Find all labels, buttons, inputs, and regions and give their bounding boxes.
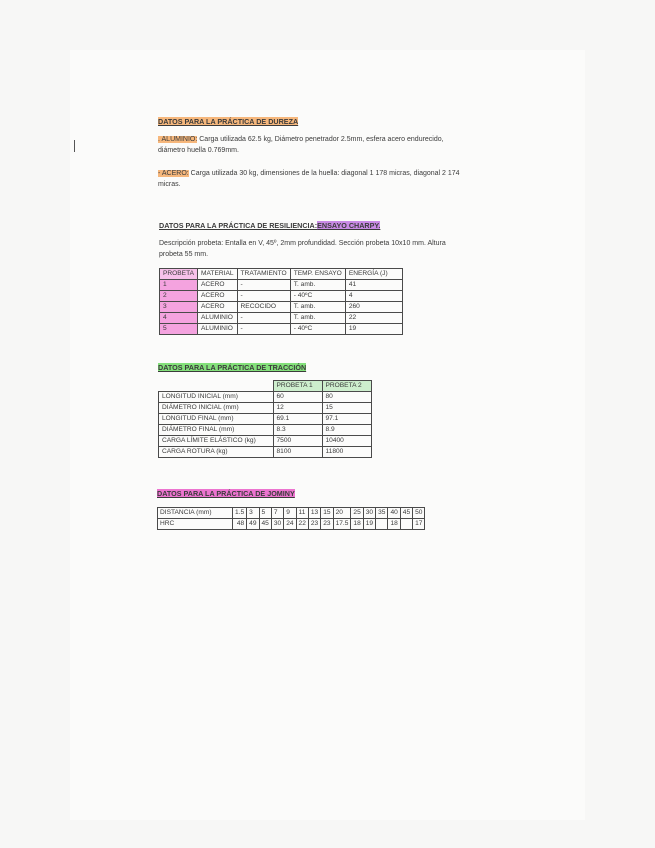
table-cell: 17.5 xyxy=(333,519,351,530)
table-cell: RECOCIDO xyxy=(237,302,290,313)
table-cell: 40 xyxy=(388,508,400,519)
table-cell: 3 xyxy=(247,508,259,519)
table-header-cell: ENERGÍA (J) xyxy=(345,269,402,280)
table-row xyxy=(159,447,372,458)
table-cell: ACERO xyxy=(198,291,238,302)
table-header-row xyxy=(160,269,403,280)
table-cell: 48 xyxy=(233,519,247,530)
table-cell: 50 xyxy=(413,508,425,519)
resiliencia-description xyxy=(159,238,509,260)
resiliencia-desc-line1: Descripción probeta: Entalla en V, 45º, 2mm profundidad. Sección probeta 10x10 mm. Altura xyxy=(159,240,446,247)
table-cell: 1 xyxy=(160,280,198,291)
table-cell: T. amb. xyxy=(290,280,345,291)
table-row xyxy=(160,302,403,313)
table-row-label: DISTANCIA (mm) xyxy=(158,508,233,519)
table-row xyxy=(160,280,403,291)
traccion-table xyxy=(158,380,372,458)
jominy-title xyxy=(157,488,295,499)
table-cell: 3 xyxy=(160,302,198,313)
table-cell: 7500 xyxy=(273,436,322,447)
acero-line2: micras. xyxy=(158,181,181,188)
table-cell: 24 xyxy=(284,519,296,530)
table-header-cell: TRATAMIENTO xyxy=(237,269,290,280)
table-cell: 30 xyxy=(363,508,375,519)
table-row xyxy=(159,425,372,436)
table-cell: 10400 xyxy=(322,436,371,447)
margin-mark xyxy=(74,140,75,152)
dureza-aluminio-paragraph xyxy=(158,134,508,156)
resiliencia-desc-line2: probeta 55 mm. xyxy=(159,251,209,258)
jominy-title-text: DATOS PARA LA PRÁCTICA DE JOMINY xyxy=(157,489,295,498)
table-cell: 7 xyxy=(271,508,283,519)
table-cell: - 40ºC xyxy=(290,291,345,302)
table-cell xyxy=(376,519,388,530)
table-cell: 19 xyxy=(345,324,402,335)
table-cell: 2 xyxy=(160,291,198,302)
table-cell: T. amb. xyxy=(290,302,345,313)
table-cell: 260 xyxy=(345,302,402,313)
table-header-cell xyxy=(159,381,274,392)
table-cell: 25 xyxy=(351,508,363,519)
table-cell: 45 xyxy=(259,519,271,530)
table-cell: 4 xyxy=(160,313,198,324)
aluminio-line1: Carga utilizada 62.5 kg, Diámetro penetrador 2.5mm, esfera acero endurecido, xyxy=(197,136,444,143)
table-cell: 49 xyxy=(247,519,259,530)
table-header-cell: MATERIAL xyxy=(198,269,238,280)
table-cell: 23 xyxy=(321,519,333,530)
table-cell: 8.9 xyxy=(322,425,371,436)
table-cell: 11 xyxy=(296,508,308,519)
resiliencia-title xyxy=(159,220,380,231)
table-cell: - xyxy=(237,280,290,291)
table-cell: 1.5 xyxy=(233,508,247,519)
table-cell: LONGITUD FINAL (mm) xyxy=(159,414,274,425)
table-cell: ALUMINIO xyxy=(198,324,238,335)
table-cell: 45 xyxy=(400,508,412,519)
resiliencia-title-part2: ENSAYO CHARPY. xyxy=(317,221,381,230)
table-cell: CARGA LÍMITE ELÁSTICO (kg) xyxy=(159,436,274,447)
table-row xyxy=(160,313,403,324)
table-cell: 69.1 xyxy=(273,414,322,425)
traccion-title xyxy=(158,362,306,373)
table-cell xyxy=(400,519,412,530)
table-cell: 15 xyxy=(321,508,333,519)
table-row xyxy=(160,291,403,302)
table-cell: ACERO xyxy=(198,302,238,313)
table-cell: 35 xyxy=(376,508,388,519)
table-row xyxy=(159,392,372,403)
table-cell: 22 xyxy=(296,519,308,530)
table-cell: 17 xyxy=(413,519,425,530)
table-cell: LONGITUD INICIAL (mm) xyxy=(159,392,274,403)
table-cell: 8.3 xyxy=(273,425,322,436)
table-cell: - xyxy=(237,291,290,302)
table-cell: T. amb. xyxy=(290,313,345,324)
table-header-cell: PROBETA 1 xyxy=(273,381,322,392)
table-row xyxy=(159,436,372,447)
table-header-cell: PROBETA 2 xyxy=(322,381,371,392)
table-cell: 13 xyxy=(308,508,320,519)
table-header-row xyxy=(159,381,372,392)
table-cell: DIÁMETRO FINAL (mm) xyxy=(159,425,274,436)
table-row xyxy=(158,519,425,530)
table-cell: ACERO xyxy=(198,280,238,291)
aluminio-line2: diámetro huella 0.769mm. xyxy=(158,147,239,154)
table-row xyxy=(159,403,372,414)
table-cell: - 40ºC xyxy=(290,324,345,335)
aluminio-label: . ALUMINIO: xyxy=(158,136,198,143)
table-cell: 4 xyxy=(345,291,402,302)
dureza-acero-paragraph xyxy=(158,168,508,190)
table-row xyxy=(158,508,425,519)
table-cell: DIÁMETRO INICIAL (mm) xyxy=(159,403,274,414)
table-header-cell: PROBETA xyxy=(160,269,198,280)
table-cell: ALUMINIO xyxy=(198,313,238,324)
table-cell: 97.1 xyxy=(322,414,371,425)
acero-line1: Carga utilizada 30 kg, dimensiones de la huella: diagonal 1 178 micras, diagonal 2 174 xyxy=(188,170,460,177)
table-row xyxy=(160,324,403,335)
table-cell: 8100 xyxy=(273,447,322,458)
table-cell: 23 xyxy=(308,519,320,530)
table-cell: - xyxy=(237,324,290,335)
table-header-cell: TEMP. ENSAYO xyxy=(290,269,345,280)
table-cell: 18 xyxy=(388,519,400,530)
table-row xyxy=(159,414,372,425)
table-cell: 80 xyxy=(322,392,371,403)
table-cell: 12 xyxy=(273,403,322,414)
resiliencia-table xyxy=(159,268,403,335)
table-cell: 5 xyxy=(259,508,271,519)
dureza-title-text: DATOS PARA LA PRÁCTICA DE DUREZA xyxy=(158,117,299,126)
table-cell: 30 xyxy=(271,519,283,530)
table-cell: 19 xyxy=(363,519,375,530)
table-cell: CARGA ROTURA (kg) xyxy=(159,447,274,458)
table-cell: 22 xyxy=(345,313,402,324)
table-cell: 18 xyxy=(351,519,363,530)
table-cell: 41 xyxy=(345,280,402,291)
acero-label: - ACERO: xyxy=(158,170,189,177)
table-row-label: HRC xyxy=(158,519,233,530)
traccion-title-text: DATOS PARA LA PRÁCTICA DE TRACCIÓN xyxy=(158,363,307,372)
table-cell: 60 xyxy=(273,392,322,403)
resiliencia-title-part1: DATOS PARA LA PRÁCTICA DE RESILIENCIA: xyxy=(159,221,318,230)
jominy-table xyxy=(157,507,425,530)
table-cell: 15 xyxy=(322,403,371,414)
table-cell: 20 xyxy=(333,508,351,519)
table-cell: 11800 xyxy=(322,447,371,458)
table-cell: 5 xyxy=(160,324,198,335)
table-cell: 9 xyxy=(284,508,296,519)
dureza-title xyxy=(158,116,298,127)
table-cell: - xyxy=(237,313,290,324)
